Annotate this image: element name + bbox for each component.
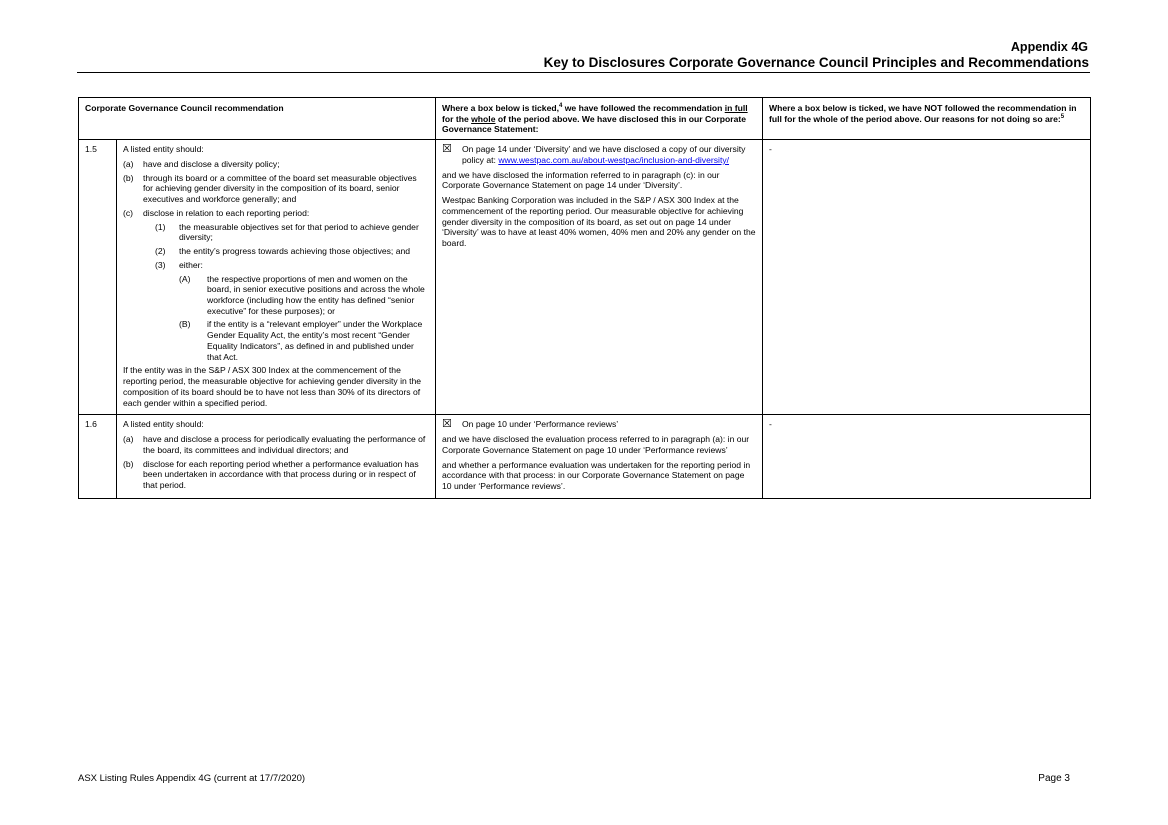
page-title: Key to Disclosures Corporate Governance Council Principles and Recommendations xyxy=(543,55,1089,70)
list-item: (a) have and disclose a process for periodically evaluating the performance of the board, its committees and individual directors; and xyxy=(123,434,426,455)
list-item: (1) the measurable objectives set for that period to achieve gender diversity; xyxy=(155,221,419,243)
table-row xyxy=(79,140,1091,415)
list-item: (3) either: xyxy=(155,259,203,270)
followed-detail: and whether a performance evaluation was undertaken for the reporting period in accordance with that process: in our Corporate Governance Statement on page 10 under ‘Performance reviews’. xyxy=(442,459,751,492)
recommendation-closing: If the entity was in the S&P / ASX 300 Index at the commencement of the reporting period, the measurable objective for achieving gender diversity in the composition of its board should be to have not less than 30% of its directors of each gender within a specified period. xyxy=(123,365,422,408)
recommendation-intro: A listed entity should: xyxy=(123,144,204,155)
followed-cell xyxy=(436,140,763,415)
list-item: (b) disclose for each reporting period whether a performance evaluation has been undertaken in accordance with that process during or in respect of that period. xyxy=(123,458,419,491)
header-not-followed: Where a box below is ticked, we have NOT followed the recommendation in full for the whole of the period above. Our reasons for not doing so are:$^5$ xyxy=(763,98,1091,140)
header-recommendation: Corporate Governance Council recommendation xyxy=(79,98,436,140)
list-item: (b) through its board or a committee of the board set measurable objectives for achieving gender diversity in the composition of its board, senior executives and workforce generally; and xyxy=(123,172,417,205)
checked-box-icon[interactable]: ☒ xyxy=(442,418,452,431)
row-number: 1.6 xyxy=(79,415,117,498)
not-followed-cell: - xyxy=(763,415,1091,498)
table-header-row xyxy=(79,98,1091,140)
checked-box-icon[interactable]: ☒ xyxy=(442,143,452,156)
followed-statement: On page 14 under ‘Diversity’ and we have disclosed a copy of our diversity policy at: xyxy=(462,144,746,165)
list-item: (2) the entity’s progress towards achieving those objectives; and xyxy=(155,246,411,257)
table-row xyxy=(79,415,1091,498)
header-divider xyxy=(77,72,1090,73)
list-item: (B) if the entity is a “relevant employer” under the Workplace Gender Equality Act, the entity’s most recent “Gender Equality Indicators”, as defined in and published under that Act. xyxy=(179,319,423,362)
governance-table xyxy=(78,97,1091,499)
recommendation-cell xyxy=(117,415,436,498)
followed-statement: On page 10 under ‘Performance reviews’ xyxy=(462,419,619,430)
followed-cell xyxy=(436,415,763,498)
not-followed-cell: - xyxy=(763,140,1091,415)
recommendation-cell xyxy=(117,140,436,415)
appendix-label: Appendix 4G xyxy=(1010,40,1088,54)
row-number: 1.5 xyxy=(79,140,117,415)
recommendation-intro: A listed entity should: xyxy=(123,419,204,430)
followed-detail: Westpac Banking Corporation was included in the S&P / ASX 300 Index at the commencement of the reporting period. Our measurable objective for achieving gender diversity in the composition of its board, as set out on page 14 under ‘Diversity’ was to have at least 40% women, 40% men and 20% any gender on the board. xyxy=(442,195,756,249)
list-item: (A) the respective proportions of men and women on the board, in senior executive positions and across the whole workforce (including how the entity has defined “senior executive” for these purposes); or xyxy=(179,273,425,316)
header-followed: Where a box below is ticked,$^4$ we have followed the recommendation in full for the whole of the period above. We have disclosed this in our Corporate Governance Statement: xyxy=(436,98,763,140)
followed-detail: and we have disclosed the evaluation process referred to in paragraph (a): in our Corporate Governance Statement on page 10 under ‘Performance reviews’ xyxy=(442,434,750,455)
followed-detail: and we have disclosed the information referred to in paragraph (c): in our Corporate Governance Statement on page 14 under ‘Diversity’. xyxy=(442,169,720,191)
list-item: (a) have and disclose a diversity policy; xyxy=(123,158,280,169)
footer-source: ASX Listing Rules Appendix 4G (current at 17/7/2020) xyxy=(78,773,306,784)
page-number: Page 3 xyxy=(1038,773,1070,784)
diversity-policy-link[interactable]: www.westpac.com.au/about-westpac/inclusion-and-diversity/ xyxy=(498,154,730,165)
list-item: (c) disclose in relation to each reporting period: xyxy=(123,207,310,218)
